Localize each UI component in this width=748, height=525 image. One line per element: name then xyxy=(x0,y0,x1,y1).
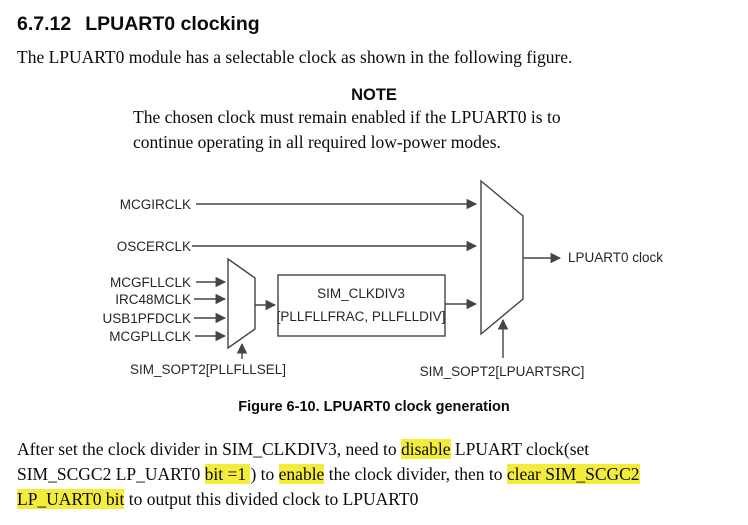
body-text-segment: SIM_SCGC2 LP_UART0 xyxy=(17,464,205,484)
body-text-segment: LPUART clock(set xyxy=(450,439,590,459)
mux2-lpuartsrc xyxy=(481,181,523,334)
note-body xyxy=(133,105,731,154)
highlighted-text: bit =1 xyxy=(204,464,251,484)
signal-label-mcgpllclk: MCGPLLCLK xyxy=(109,329,191,344)
section-heading xyxy=(17,13,731,35)
signal-label-oscerclk: OSCERCLK xyxy=(116,239,191,254)
mux1-pllfllsel xyxy=(228,259,255,348)
body-text-segment: After set the clock divider in SIM_CLKDIV3, need to xyxy=(17,439,401,459)
body-line-3 xyxy=(17,487,731,512)
highlighted-text: clear SIM_SCGC2 xyxy=(506,464,640,484)
clock-diagram-svg xyxy=(0,169,748,397)
highlighted-text: disable xyxy=(400,439,451,459)
body-line-2 xyxy=(17,462,731,487)
signal-label-mcgfllclk: MCGFLLCLK xyxy=(109,275,191,290)
note-block xyxy=(17,86,731,154)
highlighted-text: LP_UART0 bit xyxy=(17,489,125,509)
signal-label-mcgirclk: MCGIRCLK xyxy=(119,197,191,212)
note-line-2: continue operating in all required low-power modes. xyxy=(133,131,501,152)
divider-box-name: SIM_CLKDIV3 xyxy=(317,286,405,301)
body-line-1 xyxy=(17,437,731,462)
note-title: NOTE xyxy=(351,86,397,104)
section-title: LPUART0 clocking xyxy=(85,13,260,35)
divider-box xyxy=(278,275,445,336)
figure-caption: Figure 6-10. LPUART0 clock generation xyxy=(238,399,510,415)
document-page xyxy=(0,13,748,525)
note-line-1: The chosen clock must remain enabled if the LPUART0 is to xyxy=(133,107,561,127)
body-paragraph xyxy=(17,437,731,512)
section-number: 6.7.12 xyxy=(17,13,72,35)
divider-box-fields: [PLLFLLFRAC, PLLFLLDIV] xyxy=(276,309,446,324)
output-label-lpuart0-clock: LPUART0 clock xyxy=(568,250,664,265)
signal-label-usb1pfdclk: USB1PFDCLK xyxy=(102,311,191,326)
mux1-select-label: SIM_SOPT2[PLLFLLSEL] xyxy=(129,362,287,377)
body-text-segment: to output this divided clock to LPUART0 xyxy=(124,489,419,509)
mux2-select-label: SIM_SOPT2[LPUARTSRC] xyxy=(419,364,585,379)
body-text-segment: the clock divider, then to xyxy=(324,464,507,484)
body-text-segment: ) to xyxy=(250,464,279,484)
highlighted-text: enable xyxy=(278,464,325,484)
clock-generation-figure xyxy=(0,169,748,397)
signal-label-irc48mclk: IRC48MCLK xyxy=(115,292,191,307)
intro-paragraph: The LPUART0 module has a selectable clock as shown in the following figure. xyxy=(17,47,573,67)
